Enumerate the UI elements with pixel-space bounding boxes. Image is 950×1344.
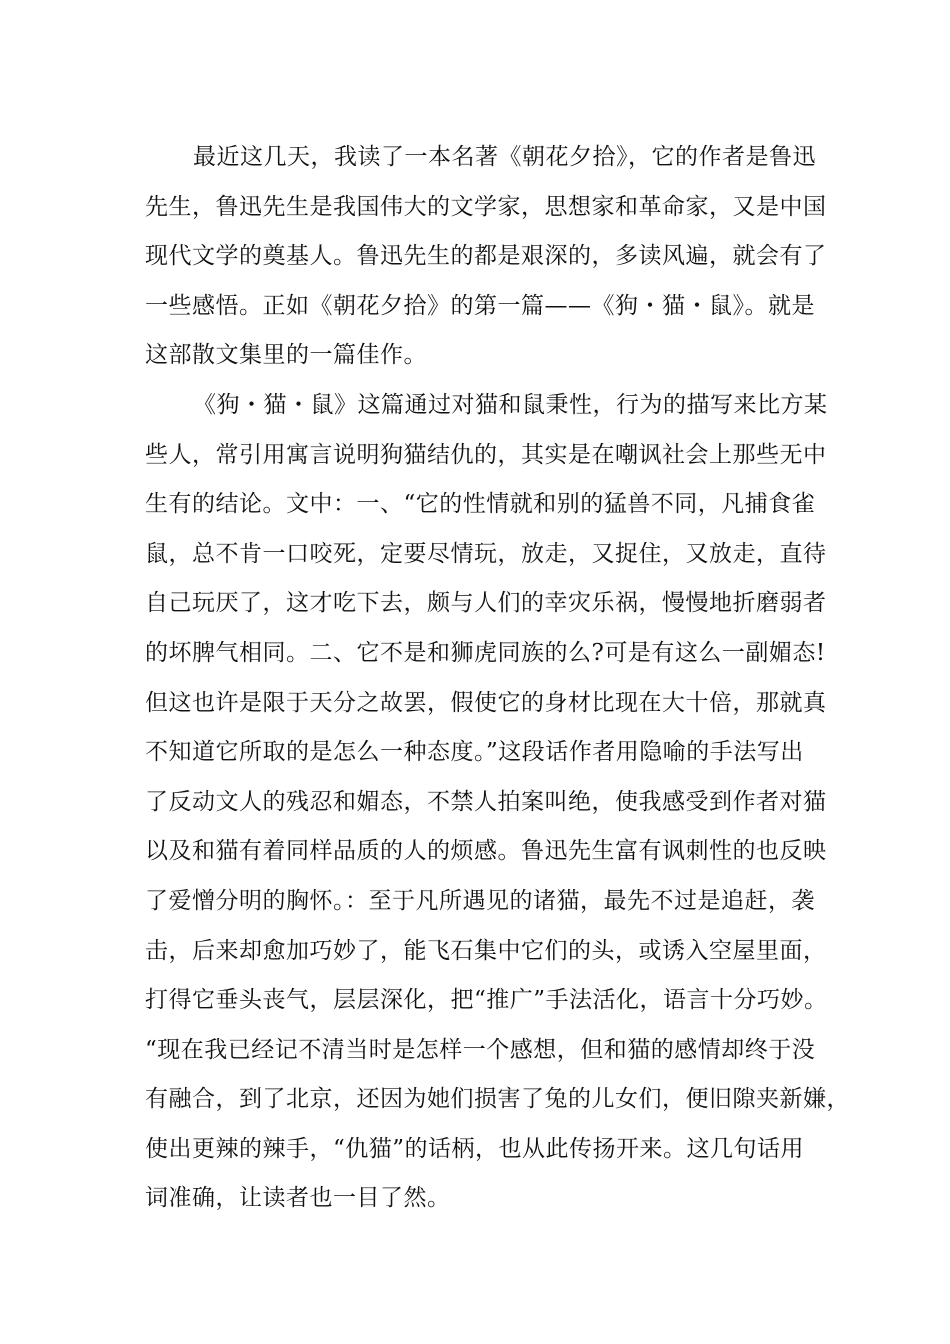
text-line: 以及和猫有着同样品质的人的烦感。鲁迅先生富有讽刺性的也反映 xyxy=(145,838,827,865)
text-line: 自己玩厌了，这才吃下去，颇与人们的幸灾乐祸，慢慢地折磨弱者 xyxy=(145,590,827,617)
text-line: 些人，常引用寓言说明狗猫结仇的，其实是在嘲讽社会上那些无中 xyxy=(145,441,827,468)
text-line: 但这也许是限于天分之故罢，假使它的身材比现在大十倍，那就真 xyxy=(145,689,827,716)
text-line: 词准确，让读者也一目了然。 xyxy=(145,1185,451,1212)
paragraph-1 xyxy=(145,133,827,381)
paragraph-2 xyxy=(145,381,850,1224)
text-line: 最近这几天，我读了一本名著《朝花夕拾》，它的作者是鲁迅 xyxy=(193,144,816,170)
text-line: 先生，鲁迅先生是我国伟大的文学家，思想家和革命家，又是中国 xyxy=(145,193,827,220)
text-line: 使出更辣的辣手，“仇猫”的话柄，也从此传扬开来。这几句话用 xyxy=(145,1135,805,1162)
text-line: 有融合，到了北京，还因为她们损害了兔的儿女们，便旧隙夹新嫌， xyxy=(145,1086,850,1113)
text-line: 一些感悟。正如《朝花夕拾》的第一篇——《狗・猫・鼠》。就是 xyxy=(145,292,815,319)
text-line: 《狗・猫・鼠》这篇通过对猫和鼠秉性，行为的描写来比方某 xyxy=(193,391,828,418)
text-line: 了爱憎分明的胸怀。：至于凡所遇见的诸猫，最先不过是追赶，袭 xyxy=(145,887,815,914)
essay-body xyxy=(145,133,850,1224)
text-line: “现在我已经记不清当时是怎样一个感想，但和猫的感情却终于没 xyxy=(145,1036,816,1063)
text-line: 不知道它所取的是怎么一种态度。”这段话作者用隐喻的手法写出 xyxy=(145,739,804,766)
text-line: 现代文学的奠基人。鲁迅先生的都是艰深的，多读风遍，就会有了 xyxy=(145,243,827,270)
text-line: 生有的结论。文中：一、“它的性情就和别的猛兽不同，凡捕食雀 xyxy=(145,491,816,518)
text-line: 了反动文人的残忍和媚态，不禁人拍案叫绝，使我感受到作者对猫 xyxy=(145,788,827,815)
text-line: 击，后来却愈加巧妙了，能飞石集中它们的头，或诱入空屋里面， xyxy=(145,937,827,964)
text-line: 打得它垂头丧气，层层深化，把“推广”手法活化，语言十分巧妙。 xyxy=(145,987,828,1014)
text-line: 的坏脾气相同。二、它不是和狮虎同族的么?可是有这么一副媚态! xyxy=(145,639,826,666)
text-line: 鼠，总不肯一口咬死，定要尽情玩，放走，又捉住，又放走，直待 xyxy=(145,540,827,567)
text-line: 这部散文集里的一篇佳作。 xyxy=(145,342,427,369)
